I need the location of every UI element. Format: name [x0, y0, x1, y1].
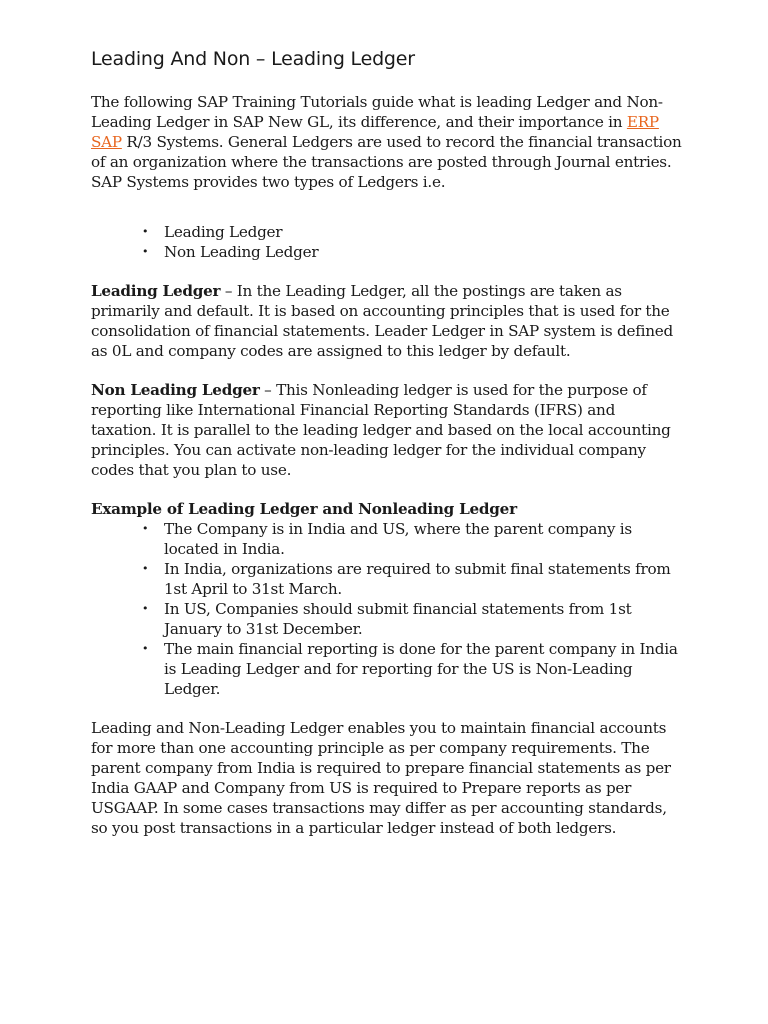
bullet-icon: •: [142, 522, 149, 535]
ledger-types-list: [91, 222, 691, 262]
leading-ledger-paragraph: [91, 281, 683, 361]
non-leading-ledger-term: Non Leading Ledger: [91, 381, 260, 399]
bullet-icon: •: [142, 245, 149, 258]
example-list: [91, 519, 691, 699]
list-item-text: Non Leading Ledger: [164, 243, 319, 261]
non-leading-ledger-paragraph: [91, 380, 683, 480]
bullet-icon: •: [142, 225, 149, 238]
list-item-text: Leading Ledger: [164, 223, 283, 241]
bullet-icon: •: [142, 642, 149, 655]
leading-ledger-text: – In the Leading Ledger, all the postings are taken as primarily and default. It is based on accounting principles that is used for the consolidation of financial statements. Leader Ledger in SAP system is defined as 0L and company codes are assigned to this ledger by default.: [91, 282, 673, 360]
list-item: [91, 559, 691, 599]
intro-text-end: R/3 Systems. General Ledgers are used to record the financial transaction of an organization where the transactions are posted through Journal entries. SAP Systems provides two types of Ledgers i.e.: [91, 133, 682, 191]
list-item-text: The Company is in India and US, where the parent company is located in India.: [164, 520, 632, 558]
list-item-text: In US, Companies should submit financial statements from 1st January to 31st December.: [164, 600, 632, 638]
bullet-icon: •: [142, 602, 149, 615]
list-item: [91, 519, 691, 559]
example-heading-text: Example of Leading Ledger and Nonleading Ledger: [91, 500, 517, 518]
leading-ledger-term: Leading Ledger: [91, 282, 221, 300]
list-item-text: The main financial reporting is done for the parent company in India is Leading Ledger and for reporting for the US is Non-Leading Ledger.: [164, 640, 678, 698]
list-item: [91, 639, 691, 699]
example-heading: [91, 499, 683, 519]
intro-text-start: The following SAP Training Tutorials guide what is leading Ledger and Non-Leading Ledger in SAP New GL, its difference, and their importance in: [91, 93, 663, 131]
list-item-text: In India, organizations are required to submit final statements from 1st April to 31st March.: [164, 560, 671, 598]
non-leading-ledger-text: – This Nonleading ledger is used for the purpose of reporting like International Financial Reporting Standards (IFRS) and taxation. It is parallel to the leading ledger and based on the local accounting principles. You can activate non-leading ledger for the individual company codes that you plan to use.: [91, 381, 671, 479]
intro-paragraph: [91, 92, 683, 192]
page-title: Leading And Non – Leading Ledger: [91, 48, 415, 70]
closing-paragraph: Leading and Non-Leading Ledger enables you to maintain financial accounts for more than one accounting principle as per company requirements. The parent company from India is required to prepare financial statements as per India GAAP and Company from US is required to Prepare reports as per USGAAP. In some cases transactions may differ as per accounting standards, so you post transactions in a particular ledger instead of both ledgers.: [91, 719, 671, 837]
bullet-icon: •: [142, 562, 149, 575]
list-item: [91, 242, 691, 262]
list-item: [91, 599, 691, 639]
erp-sap-link[interactable]: ERP SAP: [91, 113, 659, 151]
list-item: [91, 222, 691, 242]
